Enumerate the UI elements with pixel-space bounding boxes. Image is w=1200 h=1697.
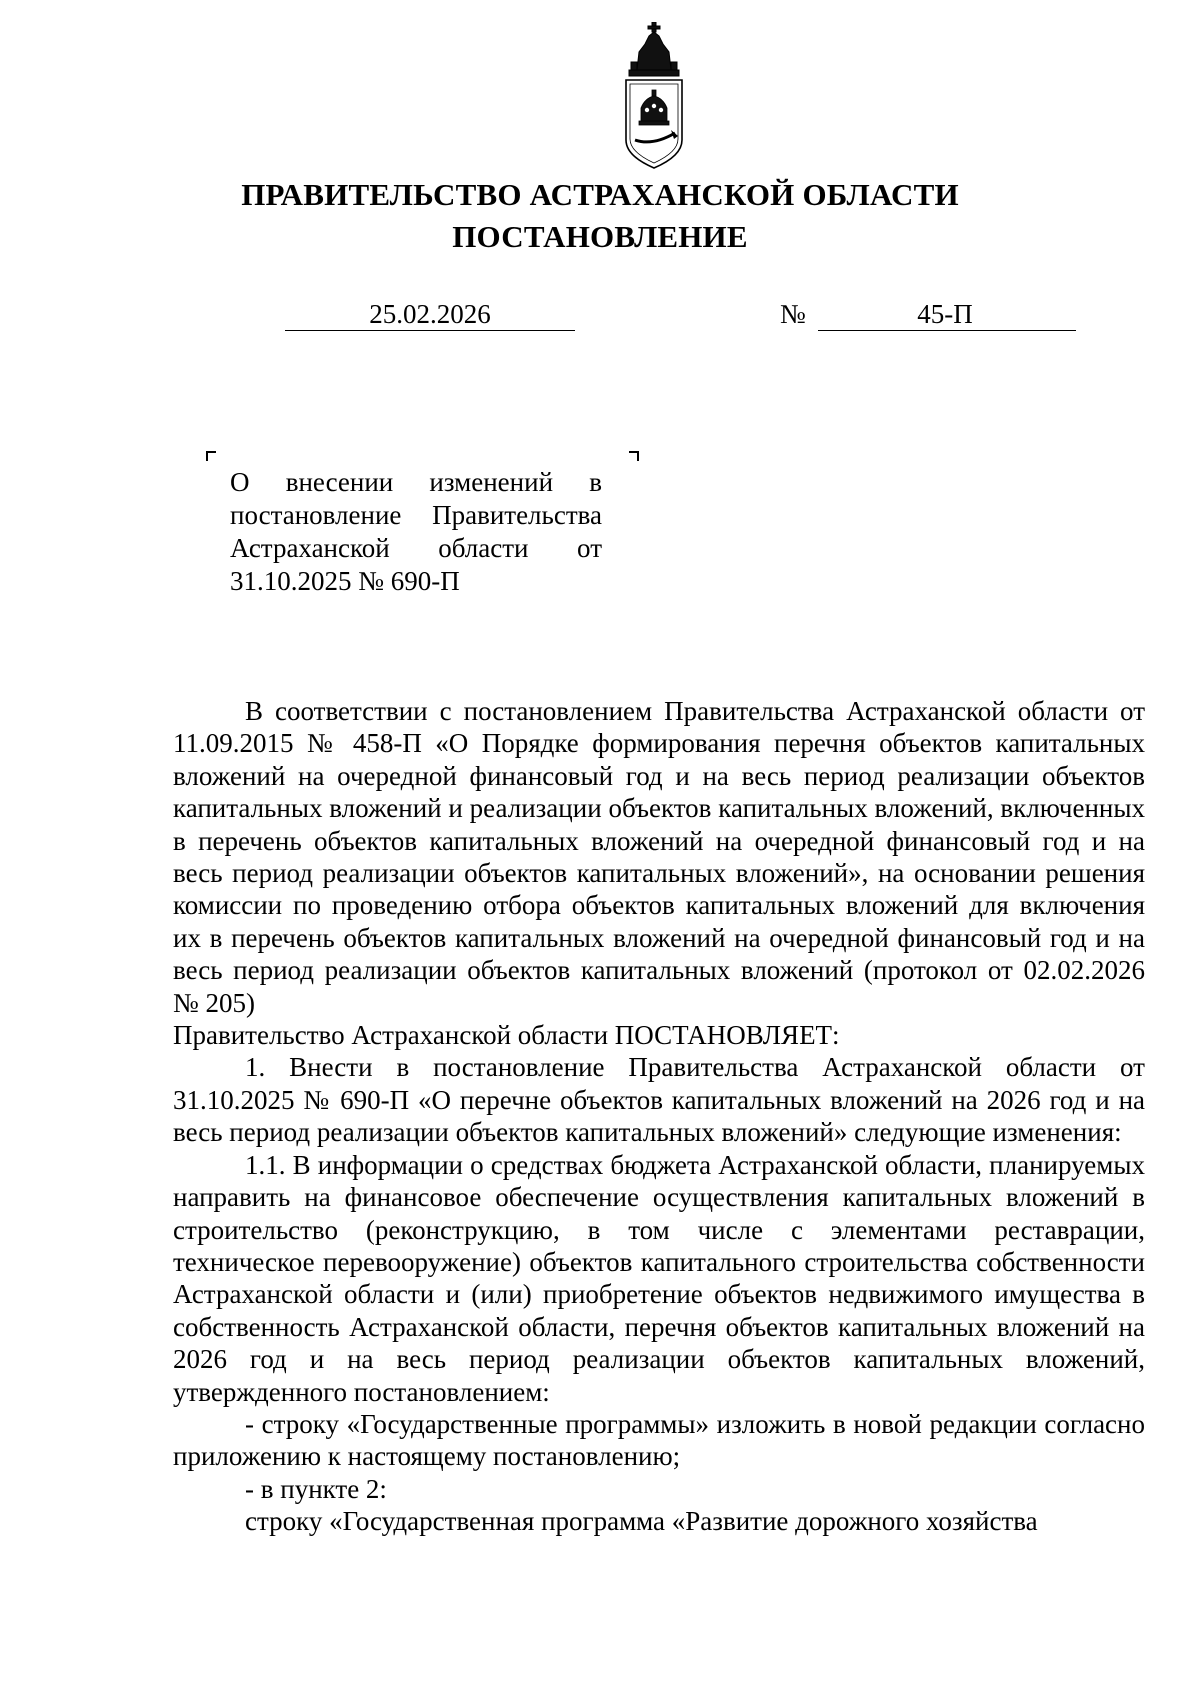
document-body [173,695,1145,1538]
subject-line: О внесении изменений в [230,467,602,497]
body-paragraph: В соответствии с постановлением Правительства Астраханской области от 11.09.2015 № 458-П «О Порядке формирования перечня объектов капитальных вложений на очередной финансовый год и на весь период реализации объектов капитальных вложений и реализации объектов капитальных вложений, включенных в перечень объектов капитальных вложений на очередной финансовый год и на весь период реализации объектов капитальных вложений», на основании решения комиссии по проведению отбора объектов капитальных вложений для включения их в перечень объектов капитальных вложений на очередной финансовый год и на весь период реализации объектов капитальных вложений (протокол от 02.02.2026 № 205) [173,696,1145,1018]
body-paragraph: - строку «Государственные программы» изложить в новой редакции согласно приложению к настоящему постановлению; [173,1408,1145,1472]
body-paragraph: строку «Государственная программа «Развитие дорожного хозяйства [245,1506,1038,1537]
body-paragraph: 1. Внести в постановление Правительства Астраханской области от 31.10.2025 № 690-П «О перечне объектов капитальных вложений на 2026 год и на весь период реализации объектов капитальных вложений» следующие изменения: [173,1052,1145,1148]
subject-bracket-right [629,451,639,461]
document-date: 25.02.2026 [369,299,491,329]
body-paragraph: 1.1. В информации о средствах бюджета Астраханской области, планируемых направить на финансовое обеспечение осуществления капитальных вложений в строительство (реконструкцию, в том числе с элементами реставрации, техническое перевооружение) объектов капитального строительства собственности Астраханской области и (или) приобретение объектов недвижимого имущества в собственность Астраханской области, перечня объектов капитальных вложений на 2026 год и на весь период реализации объектов капитальных вложений, утвержденного постановлением: [173,1149,1145,1407]
document-subject [230,466,602,598]
number-underline [818,330,1076,331]
astrakhan-coat-of-arms-icon [617,22,691,172]
subject-line: Астраханской области от [230,533,602,563]
body-paragraph: Правительство Астраханской области ПОСТАНОВЛЯЕТ: [173,1020,840,1051]
document-type-title: ПОСТАНОВЛЕНИЕ [452,219,748,254]
subject-bracket-left [206,451,216,461]
subject-line: постановление Правительства [230,500,602,530]
government-title: ПРАВИТЕЛЬСТВО АСТРАХАНСКОЙ ОБЛАСТИ [241,177,959,212]
number-sign: № [780,299,806,329]
date-underline [285,330,575,331]
body-paragraph: - в пункте 2: [245,1473,387,1504]
subject-line: 31.10.2025 № 690-П [230,566,460,596]
document-number: 45-П [917,299,973,329]
